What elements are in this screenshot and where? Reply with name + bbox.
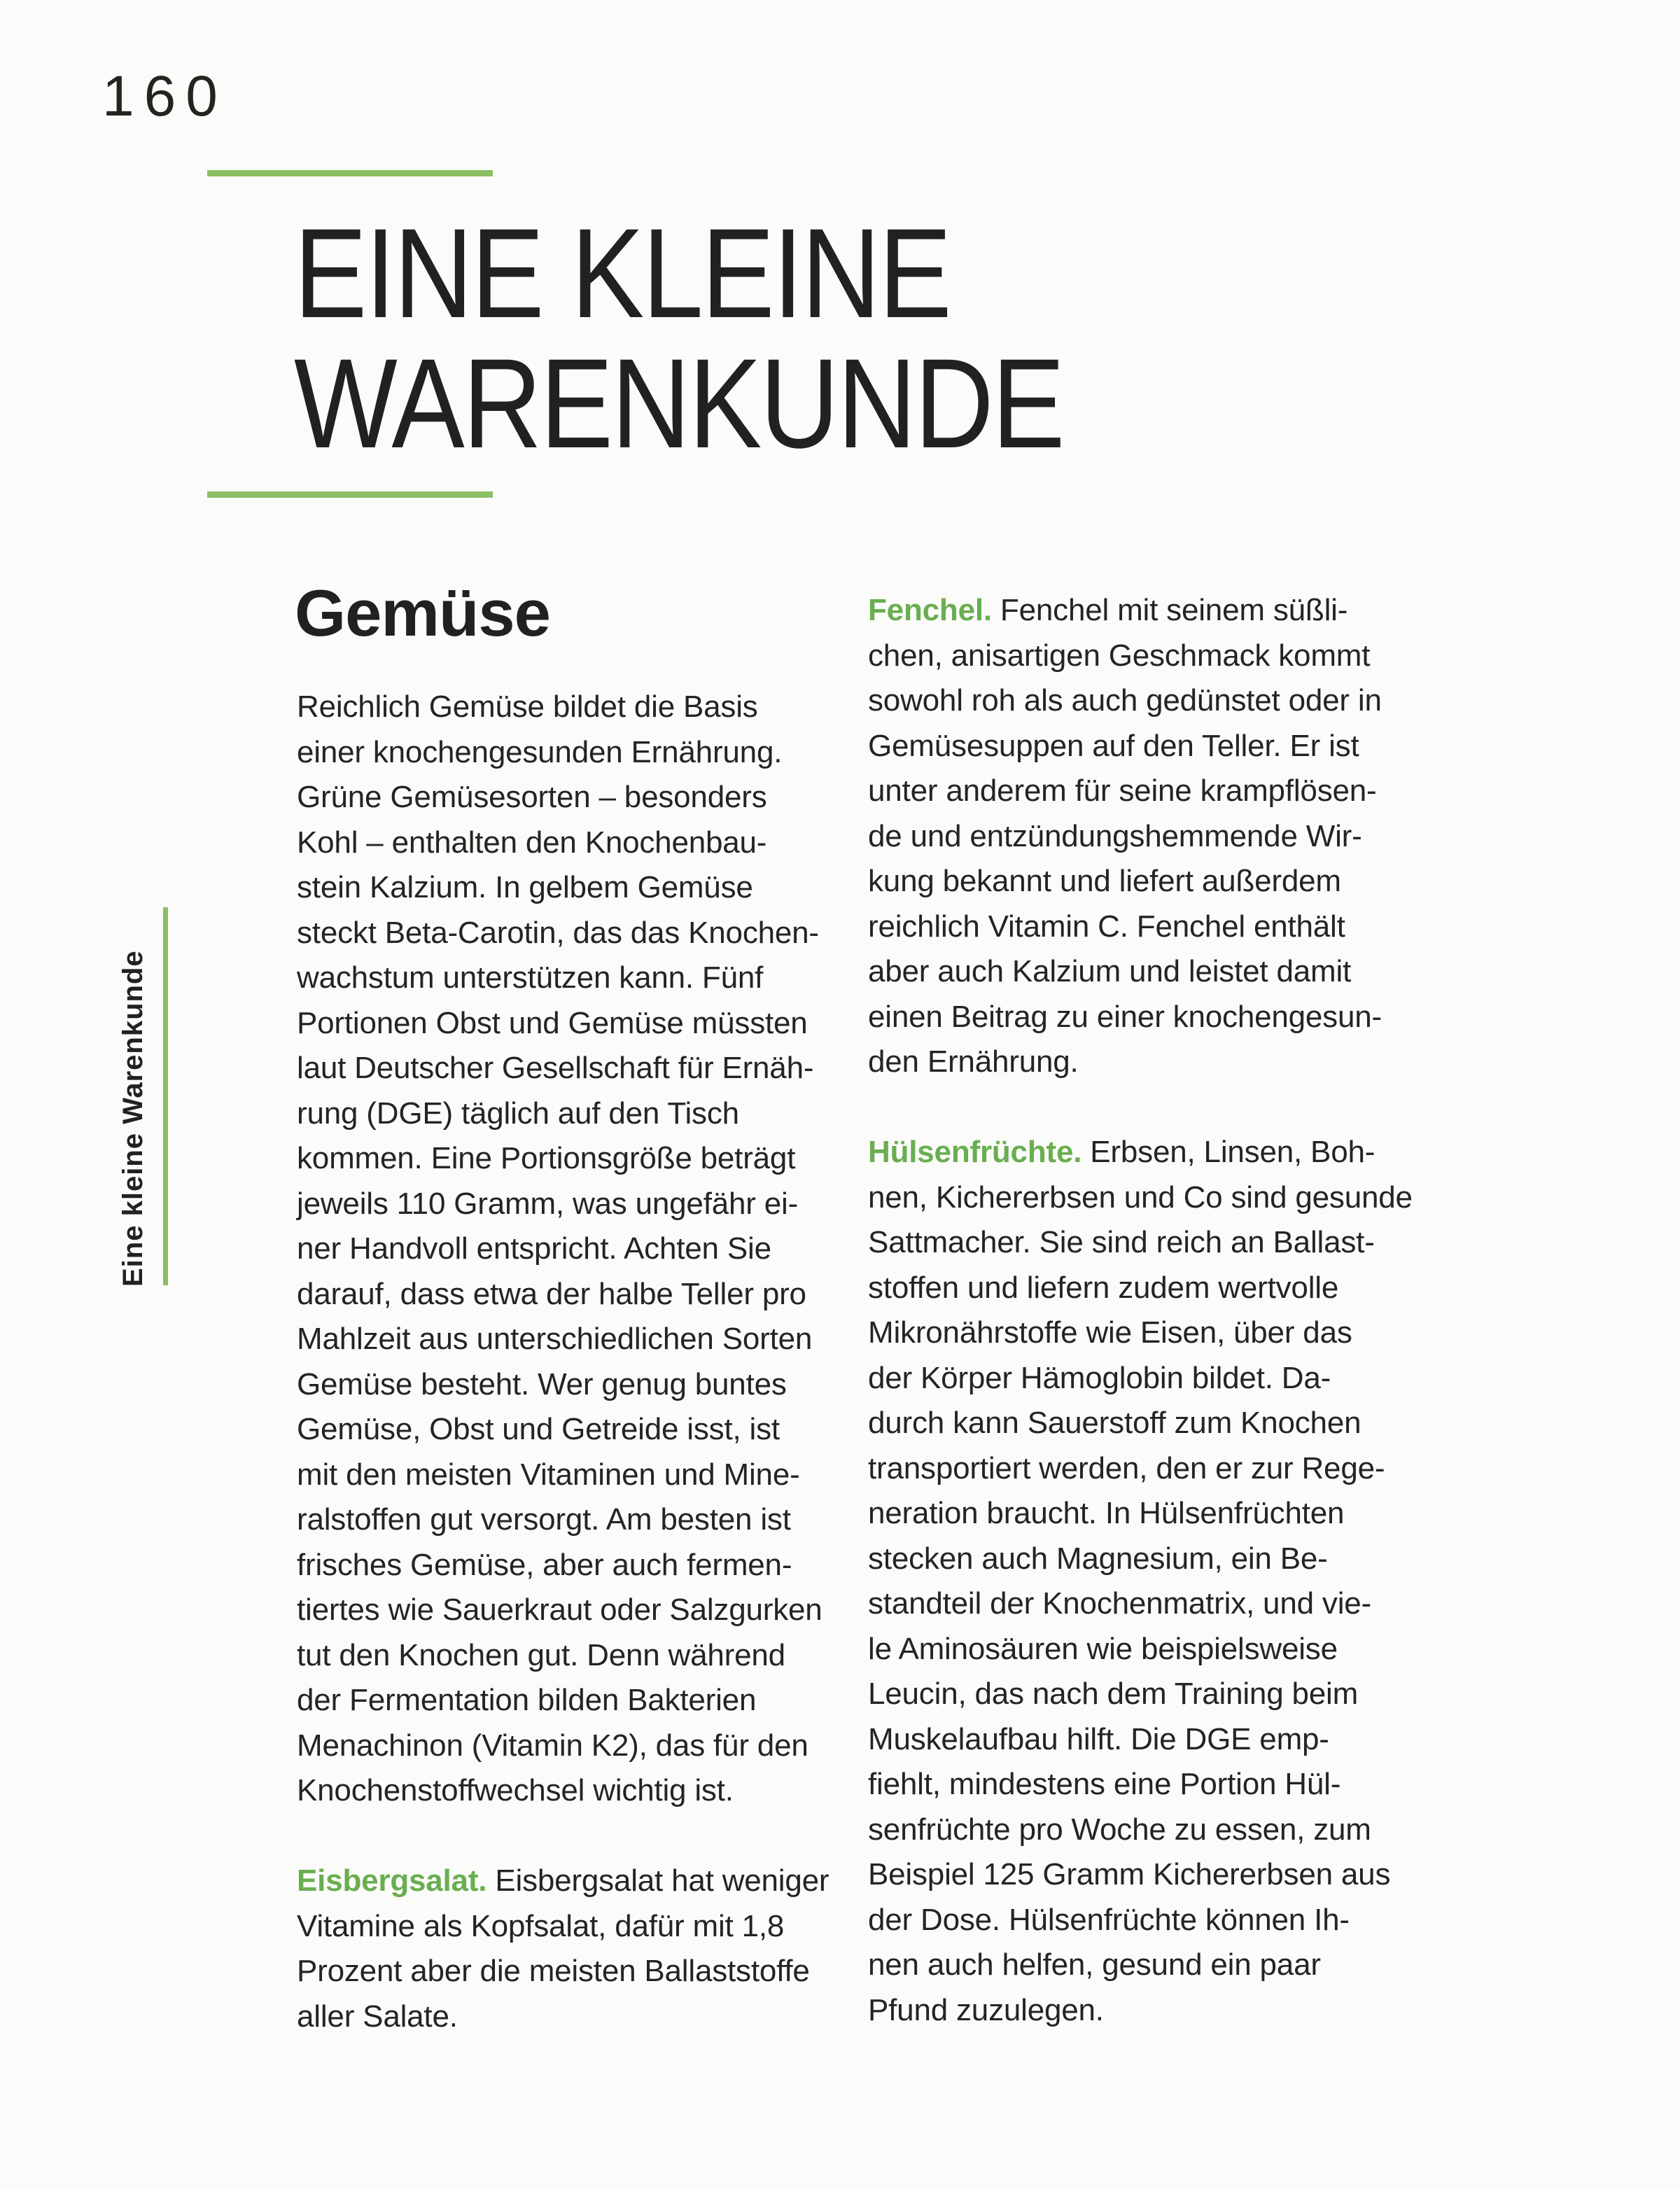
- section-heading-gemuese: Gemüse: [295, 576, 550, 650]
- title-rule-bottom: [207, 491, 493, 498]
- paragraph-gemuese-intro: Reichlich Gemüse bildet die Basis einer knochengesunden Ernährung. Grüne Gemüsesorten – besonders Kohl – enthalten den Knochenbau- stein Kalzium. In gelbem Gemüse steckt Beta-Carotin, das das Knochen- wachstum unterstützen kann. Fünf Portionen Obst und Gemüse müssten laut Deutscher Gesellschaft für Ernäh- rung (DGE) täglich auf den Tisch kommen. Eine Portionsgröße beträgt jeweils 110 Gramm, was ungefähr ei- ner Handvoll entspricht. Achten Sie darauf, dass etwa der halbe Teller pro Mahlzeit aus unterschiedlichen Sorten Gemüse besteht. Wer genug buntes Gemüse, Obst und Getreide isst, ist mit den meisten Vitaminen und Mine- ralstoffen gut versorgt. Am besten ist frisches Gemüse, aber auch fermen- tiertes wie Sauerkraut oder Salzgurken tut den Knochen gut. Denn während der Fermentation bilden Bakterien Menachinon (Vitamin K2), das für den Knochenstoffwechsel wichtig ist.: [297, 690, 822, 1807]
- page-number: 160: [102, 64, 227, 128]
- paragraph-lead: Hülsenfrüchte.: [868, 1135, 1091, 1169]
- paragraph-fenchel: Fenchel. Fenchel mit seinem süßli- chen, anisartigen Geschmack kommt sowohl roh als auch gedünstet oder in Gemüsesuppen auf den Teller. Er ist unter anderem für seine krampflösen- de und entzündungshemmende Wir- kung bekannt und liefert außerdem reichlich Vitamin C. Fenchel enthält aber auch Kalzium und leistet damit einen Beitrag zu einer knochengesun- den Ernährung.: [868, 593, 1382, 1079]
- chapter-title-line1: EINE KLEINE: [294, 202, 951, 344]
- right-column: [868, 588, 1438, 2033]
- paragraph-lead: Eisbergsalat.: [297, 1863, 496, 1898]
- chapter-title-line2: WARENKUNDE: [294, 332, 1063, 475]
- left-column: [297, 685, 867, 2039]
- sidebar-chapter-label: Eine kleine Warenkunde: [118, 950, 148, 1287]
- paragraph-huelsenfruechte: Hülsenfrüchte. Erbsen, Linsen, Boh- nen, Kichererbsen und Co sind gesunde Sattmacher. Sie sind reich an Ballast- stoffen und liefern zudem wertvolle Mikronährstoffe wie Eisen, über das der Körper Hämoglobin bildet. Da- durch kann Sauerstoff zum Knochen transportiert werden, den er zur Rege- neration braucht. In Hülsenfrüchten stecken auch Magnesium, ein Be- standteil der Knochenmatrix, und vie- le Aminosäuren wie beispielsweise Leucin, das nach dem Training beim Muskelaufbau hilft. Die DGE emp- fiehlt, mindestens eine Portion Hül- senfrüchte pro Woche zu essen, zum Beispiel 125 Gramm Kichererbsen aus der Dose. Hülsenfrüchte können Ih- nen auch helfen, gesund ein paar Pfund zuzulegen.: [868, 1135, 1413, 2027]
- paragraph-lead: Fenchel.: [868, 593, 1000, 627]
- paragraph-eisbergsalat: Eisbergsalat. Eisbergsalat hat weniger Vitamine als Kopfsalat, dafür mit 1,8 Prozent aber die meisten Ballaststoffe aller Salate.: [297, 1863, 830, 2034]
- sidebar-rule: [163, 907, 168, 1285]
- title-rule-top: [207, 170, 493, 176]
- chapter-title: [294, 202, 1189, 475]
